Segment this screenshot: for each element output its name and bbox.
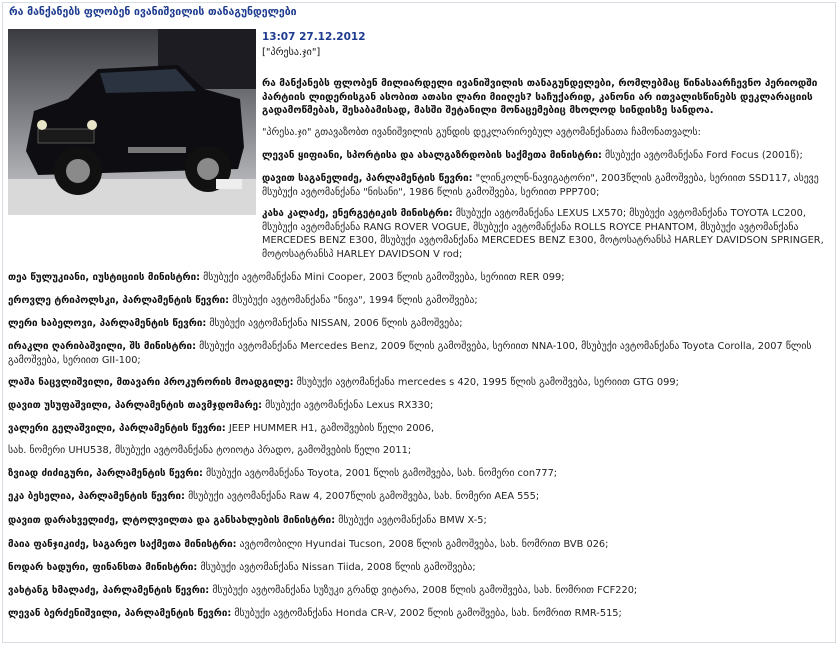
vehicle-text: მსუბუქი ავტომანქანა BMW X-5; bbox=[335, 515, 487, 526]
list-item bbox=[8, 561, 832, 575]
person-name: ეკა ბესელია, პარლამენტის წევრი: bbox=[8, 491, 185, 502]
article-datetime: 13:07 27.12.2012 bbox=[262, 31, 366, 43]
article-photo bbox=[8, 29, 256, 215]
vehicle-text: "ლინკოლნ-ნავიგატორი", 2003წლის გამოშვება, სერიით SSD117, ასევე მსუბუქი ავტომანქანა "ნისანი", 1986 წლის გამოშვება, სერიით PPP700; bbox=[262, 173, 819, 198]
list-item bbox=[8, 376, 832, 390]
vehicle-text: მსუბუქი ავტომანქანა Mercedes Benz, 2009 წლის გამოშვება, სერიით NNA-100, მსუბუქი ავტომანქანა Toyota Corolla, 2007 წლის გამოშვება, სერიით GII-100; bbox=[8, 341, 812, 366]
vehicle-text: მსუბუქი ავტომანქანა Lexus RX330; bbox=[262, 400, 434, 411]
list-item bbox=[8, 607, 832, 621]
person-name: ვალერი გელაშვილი, პარლამენტის წევრი: bbox=[8, 423, 226, 434]
vehicle-text: მსუბუქი ავტომანქანა "ნივა", 1994 წლის გამოშვება; bbox=[229, 295, 478, 306]
list-item bbox=[8, 422, 832, 436]
person-name: ირაკლი ღარიბაშვილი, შს მინისტრი: bbox=[8, 341, 196, 352]
person-name: ნოდარ ხადური, ფინანსთა მინისტრი: bbox=[8, 562, 198, 573]
article-intro: "პრესა.ჯი" გთავაზობთ ივანიშვილის გუნდის დეკლარირებულ ავტომანქანათა ჩამონათვალს: bbox=[262, 127, 701, 138]
vehicle-text: სახ. ნომერი UHU538, მსუბუქი ავტომანქანა ტოიოტა პრადო, გამოშვების წელი 2011; bbox=[8, 445, 412, 456]
vehicle-text: JEEP HUMMER H1, გამოშვების წელი 2006, bbox=[225, 423, 435, 434]
vehicle-text: ავტომობილი Hyundai Tucson, 2008 წლის გამოშვება, სახ. ნომრით BVB 026; bbox=[236, 539, 609, 550]
vehicle-text: მსუბუქი ავტომანქანა mercedes s 420, 1995 წლის გამოშვება, სერიით GTG 099; bbox=[293, 377, 679, 388]
vehicle-text: მსუბუქი ავტომანქანა Ford Focus (2001წ); bbox=[601, 150, 803, 161]
vehicle-text: მსუბუქი ავტომანქანა Raw 4, 2007წლის გამოშვება, სახ. ნომერი AEA 555; bbox=[184, 491, 540, 502]
person-name: ზვიად ძიძიგური, პარლამენტის წევრი: bbox=[8, 468, 203, 479]
person-name: დავით უსუფაშვილი, პარლამენტის თავმჯდომარე: bbox=[8, 400, 263, 411]
vehicle-text: მსუბუქი ავტომანქანა სუზუკი გრანდ ვიტარა, 2008 წლის გამოშვება, სახ. ნომრით FCF220; bbox=[209, 585, 638, 596]
list-item bbox=[8, 294, 832, 308]
person-name: მაია ფანჯიკიძე, საგარეო საქმეთა მინისტრი: bbox=[8, 539, 237, 550]
person-name: ლაშა ნაცვლიშვილი, მთავარი პროკურორის მოადგილე: bbox=[8, 377, 294, 388]
list-item bbox=[8, 340, 832, 368]
person-name: ვახტანგ ხმალაძე, პარლამენტის წევრი: bbox=[8, 585, 210, 596]
list-item bbox=[8, 490, 832, 504]
person-name: ლერი ხაბელოვი, პარლამენტის წევრი: bbox=[8, 318, 207, 329]
article-source: ["პრესა.ჯი"] bbox=[262, 47, 321, 58]
list-item bbox=[262, 172, 828, 200]
vehicle-text: მსუბუქი ავტომანქანა Nissan Tiida, 2008 წლის გამოშვება; bbox=[197, 562, 476, 573]
person-name: კახა კალაძე, ენერგეტიკის მინისტრი: bbox=[262, 208, 453, 219]
list-item bbox=[8, 514, 832, 528]
article-lead: რა მანქანებს ფლობენ მილიარდელი ივანიშვილის თანაგუნდელები, რომლებმაც წინასაარჩევნო პერიოდში პარტიის ლიდერისგან ასობით ათასი ლარი მიიღეს? საჩუქარიდ, კანონი არ ითვალისწინებს დეკლარაციის გადამოწმებას, შესაბამისად, მასში შეტანილი მონაცემებიც მხოლოდ სინდისზე სანდოა. bbox=[262, 78, 818, 116]
vehicle-text: მსუბუქი ავტომანქანა NISSAN, 2006 წლის გამოშვება; bbox=[206, 318, 463, 329]
vehicle-text: მსუბუქი ავტომანქანა Honda CR-V, 2002 წლის გამოშვება, სახ. ნომრით RMR-515; bbox=[231, 608, 622, 619]
person-name: ლევან ბერძენიშვილი, პარლამენტის წევრი: bbox=[8, 608, 232, 619]
person-name: ეროვლე ტრიპოლსკი, პარლამენტის წევრი: bbox=[8, 295, 230, 306]
vehicle-text: მსუბუქი ავტომანქანა Mini Cooper, 2003 წლის გამოშვება, სერიით RER 099; bbox=[200, 272, 565, 283]
list-item bbox=[262, 149, 828, 163]
list-item bbox=[8, 538, 832, 552]
person-name: ლევან ყიფიანი, სპორტისა და ახალგაზრდობის საქმეთა მინისტრი: bbox=[262, 150, 602, 161]
person-name: დავით დარახველიძე, ლტოლვილთა და განსახლების მინისტრი: bbox=[8, 515, 336, 526]
list-item bbox=[8, 271, 832, 285]
vehicle-text: მსუბუქი ავტომანქანა LEXUS LX570; მსუბუქი ავტომანქანა TOYOTA LC200, მსუბუქი ავტომანქანა RANG ROVER VOGUE, მსუბუქი ავტომანქანა ROLLS ROYCE PHANTOM, მსუბუქი ავტომანქანა MERCEDES BENZ E300, მსუბუქი ავტომანქანა MERCEDES BENZ E300, მოტოსატრანსპ HARLEY DAVIDSON SPRINGER, მოტოსატრანსპ HARLEY DAVIDSON V rod; bbox=[262, 208, 824, 260]
list-item bbox=[8, 399, 832, 413]
list-item bbox=[8, 584, 832, 598]
person-name: დავით საგანელიძე, პარლამენტის წევრი: bbox=[262, 173, 473, 184]
list-item bbox=[8, 444, 832, 458]
list-item bbox=[262, 207, 828, 260]
article-title: რა მანქანებს ფლობენ ივანიშვილის თანაგუნდელები bbox=[9, 6, 297, 18]
suv-photo-image bbox=[8, 29, 256, 215]
list-item bbox=[8, 317, 832, 331]
list-item bbox=[8, 467, 832, 481]
person-name: თეა წულუკიანი, იუსტიციის მინისტრი: bbox=[8, 272, 201, 283]
vehicle-text: მსუბუქი ავტომანქანა Toyota, 2001 წლის გამოშვება, სახ. ნომერი con777; bbox=[202, 468, 558, 479]
